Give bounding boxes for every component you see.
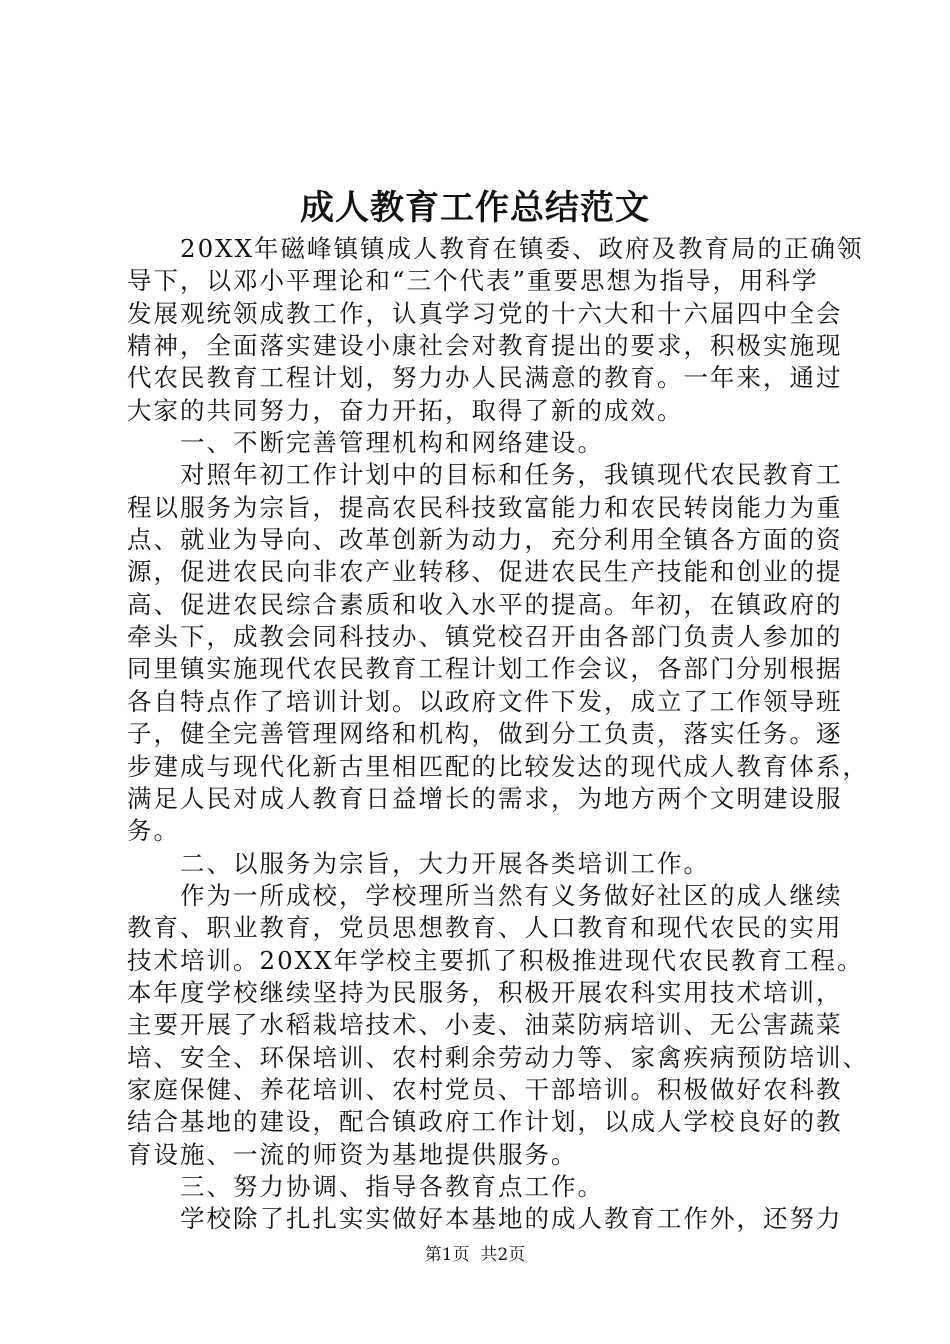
text-line: 育设施、一流的师资为基地提供服务。 bbox=[127, 1139, 578, 1169]
text-line: 点、就业为导向、改革创新为动力，充分利用全镇各方面的资 bbox=[127, 525, 843, 555]
text-line: 培、安全、环保培训、农村剩余劳动力等、家禽疾病预防培训、 bbox=[127, 1042, 869, 1072]
text-line: 务。 bbox=[127, 816, 180, 846]
page-footer: 第1页 共2页 bbox=[424, 1245, 526, 1265]
text-line: 牵头下，成教会同科技办、镇党校召开由各部门负责人参加的 bbox=[127, 622, 843, 652]
text-line: 对照年初工作计划中的目标和任务，我镇现代农民教育工 bbox=[127, 460, 843, 490]
text-line: 作为一所成校，学校理所当然有义务做好社区的成人继续 bbox=[127, 880, 843, 910]
text-line: 主要开展了水稻栽培技术、小麦、油菜防病培训、无公害蔬菜 bbox=[127, 1010, 843, 1040]
text-line: 一、不断完善管理机构和网络建设。 bbox=[127, 428, 604, 458]
text-line: 子，健全完善管理网络和机构，做到分工负责，落实任务。逐 bbox=[127, 719, 843, 749]
text-line: 二、以服务为宗旨，大力开展各类培训工作。 bbox=[127, 848, 710, 878]
document-title: 成人教育工作总结范文 bbox=[300, 188, 650, 228]
text-line: 代农民教育工程计划，努力办人民满意的教育。一年来，通过 bbox=[127, 363, 843, 393]
text-line: 结合基地的建设，配合镇政府工作计划，以成人学校良好的教 bbox=[127, 1107, 843, 1137]
text-line: 各自特点作了培训计划。以政府文件下发，成立了工作领导班 bbox=[127, 686, 843, 716]
text-line: 导下，以邓小平理论和“三个代表”重要思想为指导，用科学 bbox=[127, 266, 819, 296]
text-line: 大家的共同努力，奋力开拓，取得了新的成效。 bbox=[127, 395, 684, 425]
text-line: 家庭保健、养花培训、农村党员、干部培训。积极做好农科教 bbox=[127, 1074, 843, 1104]
text-line: 同里镇实施现代农民教育工程计划工作会议，各部门分别根据 bbox=[127, 654, 843, 684]
text-line: 教育、职业教育，党员思想教育、人口教育和现代农民的实用 bbox=[127, 913, 843, 943]
text-line: 高、促进农民综合素质和收入水平的提高。年初，在镇政府的 bbox=[127, 589, 843, 619]
text-line: 20XX年磁峰镇镇成人教育在镇委、政府及教育局的正确领 bbox=[127, 234, 864, 263]
text-line: 满足人民对成人教育日益增长的需求，为地方两个文明建设服 bbox=[127, 783, 843, 813]
text-line: 发展观统领成教工作，认真学习党的十六大和十六届四中全会 bbox=[127, 298, 843, 328]
text-line: 技术培训。20XX年学校主要抓了积极推进现代农民教育工程。 bbox=[127, 945, 864, 975]
text-line: 程以服务为宗旨，提高农民科技致富能力和农民转岗能力为重 bbox=[127, 492, 843, 522]
text-line: 源，促进农民向非农产业转移、促进农民生产技能和创业的提 bbox=[127, 557, 843, 587]
text-line: 三、努力协调、指导各教育点工作。 bbox=[127, 1171, 604, 1201]
document-body bbox=[127, 233, 869, 1236]
text-line: 步建成与现代化新古里相匹配的比较发达的现代成人教育体系， bbox=[127, 751, 869, 781]
text-line: 本年度学校继续坚持为民服务，积极开展农科实用技术培训， bbox=[127, 977, 843, 1007]
text-line: 精神，全面落实建设小康社会对教育提出的要求，积极实施现 bbox=[127, 331, 843, 361]
text-line: 学校除了扎扎实实做好本基地的成人教育工作外，还努力 bbox=[127, 1204, 843, 1234]
